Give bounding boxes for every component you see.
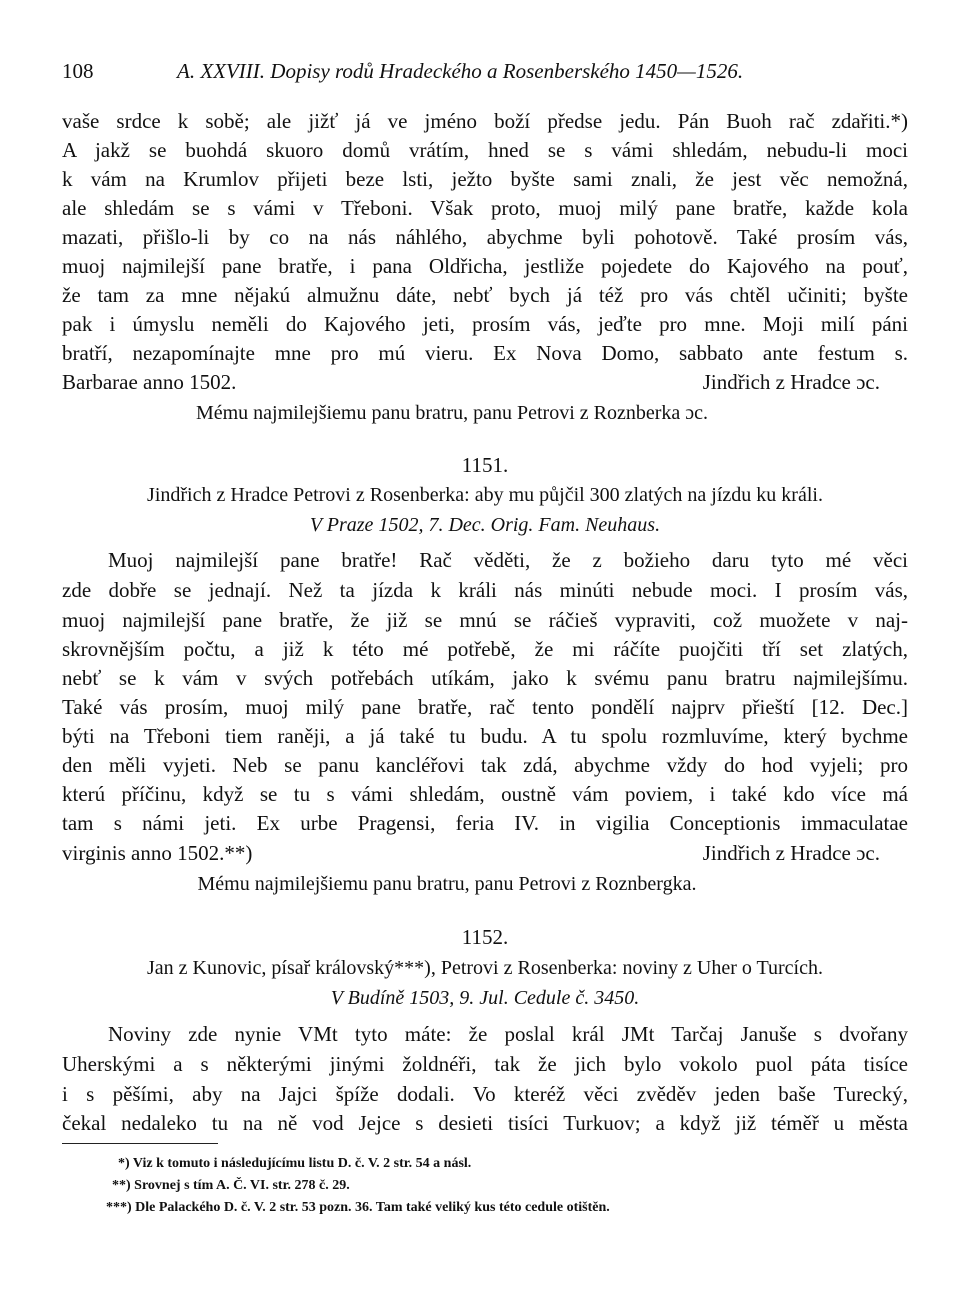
footnote: **) Srovnej s tím A. Č. VI. str. 278 č. 29. [112, 1178, 350, 1193]
text-line: zde dobře se jednají. Než ta jízda k králi nás minúti nebude moci. I prosím vás, [62, 578, 908, 602]
closing-date: Barbarae anno 1502. [62, 370, 237, 394]
text-line: i s pěšími, aby na Jajci špíže dodali. Vo kteréž věci zvěděv jeden baše Turecký, [62, 1082, 908, 1106]
running-title: A. XXVIII. Dopisy rodů Hradeckého a Rosenberského 1450—1526. [177, 59, 744, 83]
text-line: A jakž se buohdá skuoro domů vrátím, hned se s vámi shledám, nebudu-li moci [62, 138, 908, 162]
text-line: mazati, přišlo-li by co na nás náhlého, abychme byli pohotově. Také prosím vás, [62, 225, 908, 249]
letter-address: Mému najmilejšiemu panu bratru, panu Petrovi z Roznberka ɔc. [195, 402, 709, 424]
footnote: ***) Dle Palackého D. č. V. 2 str. 53 pozn. 36. Tam také veliký kus této cedule otištěn. [106, 1200, 610, 1215]
text-line: skrovnějším počtu, a již k této mé potřebě, že mi ráčíte puojčiti tří set zlatých, [62, 637, 908, 661]
closing-row [62, 367, 908, 397]
letter-source: V Praze 1502, 7. Dec. Orig. Fam. Neuhaus. [309, 514, 661, 536]
text-line: pak i úmyslu neměli do Kajového jeti, prosím vás, jeďte pro mne. Moji milí páni [62, 312, 908, 336]
text-line: býti na Třeboni tiem raněji, a já také tu budu. A tu spolu rozmluvíme, který bychme [62, 724, 908, 748]
closing-date: virginis anno 1502.**) [62, 841, 253, 865]
letter-address: Mému najmilejšiemu panu bratru, panu Petrovi z Roznbergka. [197, 873, 697, 895]
text-line: Uherskými a s některými jinými žoldnéři, tak že jich bylo vokolo puol páta tisíce [62, 1052, 908, 1076]
signature: Jindřich z Hradce ɔc. [702, 841, 880, 865]
page-number: 108 [62, 59, 94, 83]
letter-summary: Jindřich z Hradce Petrovi z Rosenberka: aby mu půjčil 300 zlatých na jízdu ku králi. [147, 484, 823, 506]
letter-number: 1151. [461, 453, 509, 477]
text-line: kterú příčinu, když se tu s vámi shledám, oustně vám poviem, i také kdo více má [62, 782, 908, 806]
footnote: *) Viz k tomuto i následujícímu listu D. č. V. 2 str. 54 a násl. [118, 1156, 472, 1171]
text-line: ale shledám se s vámi v Třeboni. Však proto, muoj milý pane bratře, každe kola [62, 196, 908, 220]
text-line: bratří, nezapomínajte mne pro mú vieru. Ex Nova Domo, sabbato ante festum s. [62, 341, 908, 365]
letter-source: V Budíně 1503, 9. Jul. Cedule č. 3450. [330, 987, 640, 1009]
text-line: tam s námi jeti. Ex urbe Pragensi, feria IV. in vigilia Conceptionis immaculatae [62, 811, 908, 835]
text-line: muoj najmilejší pane bratře, i pana Oldřicha, jestliže pojedete do Kajového na pouť, [62, 254, 908, 278]
text-line: nebť se k vám v svých potřebách utíkám, jako k svému panu bratru najmilejšímu. [62, 666, 908, 690]
text-line: k vám na Krumlov přijeti beze lsti, ježto byšte sami znali, že jest věc nemožná, [62, 167, 908, 191]
letter-number: 1152. [461, 925, 509, 949]
text-line: čekal nedaleko tu na ně vod Jejce s desieti tisíci Turkuov; a když již téměř u města [62, 1111, 908, 1135]
signature: Jindřich z Hradce ɔc. [702, 370, 880, 394]
text-line: vaše srdce k sobě; ale jižť já ve jméno boží předse jedu. Pán Buoh rač zdařiti.*) [62, 109, 908, 133]
closing-row [62, 838, 908, 868]
text-line: Také vás prosím, muoj milý pane bratře, rač tento pondělí najprv přieští [12. Dec.] [62, 695, 908, 719]
letter-summary: Jan z Kunovic, písař královský***), Petrovi z Rosenberka: noviny z Uher o Turcích. [147, 957, 823, 979]
footnote-divider [62, 1143, 218, 1144]
text-line: že tam za mne nějakú almužnu dáte, nebť bych já též pro vás chtěl učiniti; byšte [62, 283, 908, 307]
text-line: den měli vyjeti. Neb se panu kancléřovi tak zdá, abychme vždy do hod vyjeli; pro [62, 753, 908, 777]
text-line: Muoj najmilejší pane bratře! Rač věděti, že z božieho daru tyto mé věci [108, 548, 908, 572]
text-line: muoj najmilejší pane bratře, že již se mnú se ráčieš vypraviti, což muožete v naj- [62, 608, 908, 632]
text-line: Noviny zde nynie VMt tyto máte: že poslal král JMt Tarčaj Januše s dvořany [108, 1022, 908, 1046]
